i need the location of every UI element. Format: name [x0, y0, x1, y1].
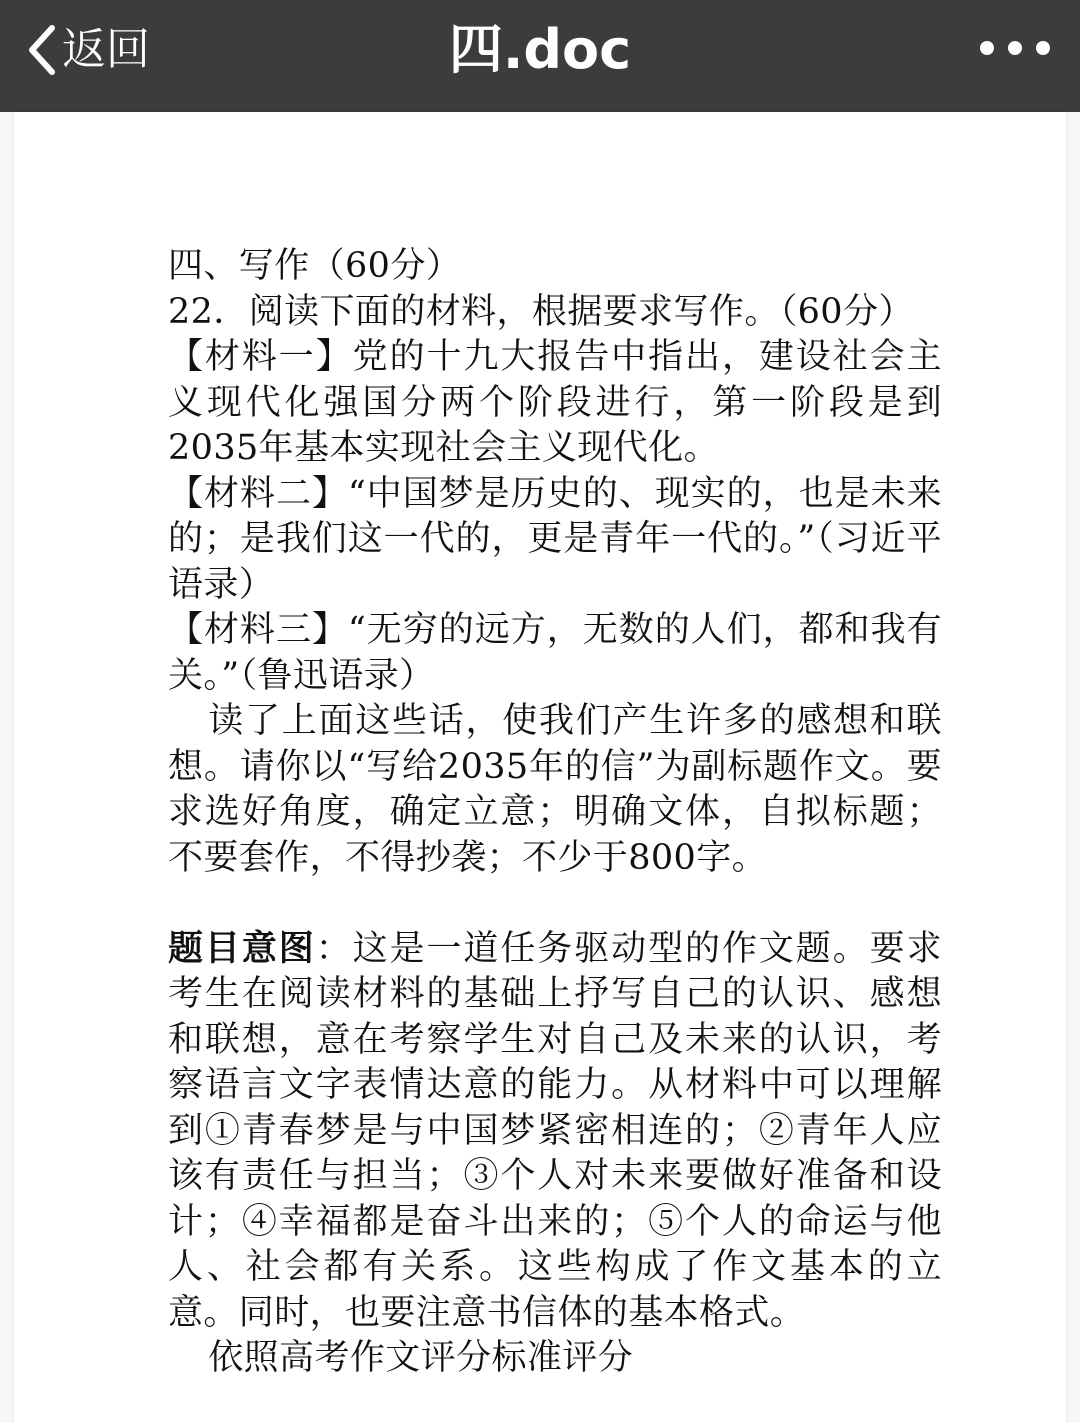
document-content [168, 244, 942, 1382]
more-dot [1008, 41, 1022, 55]
intent-paragraph [168, 927, 942, 1337]
more-dot [1036, 41, 1050, 55]
partial-line: 依照高考作文评分标准评分 [208, 1338, 634, 1378]
writing-requirement: 读了上面这些话，使我们产生许多的感想和联想。请你以“写给2035年的信”为副标题作文。要求选好角度，确定立意；明确文体，自拟标题；不要套作，不得抄袭；不少于800字。 [168, 701, 942, 878]
document-viewer[interactable] [0, 112, 1080, 1423]
more-dot [980, 41, 994, 55]
intent-text: ：这是一道任务驱动型的作文题。要求考生在阅读材料的基础上抒写自己的认识、感想和联想，意在考察学生对自己及未来的认识，考察语言文字表情达意的能力。从材料中可以理解到①青春梦是与中国梦紧密相连的；②青年人应该有责任与担当；③个人对未来要做好准备和设计；④幸福都是奋斗出来的；⑤个人的命运与他人、社会都有关系。这些构成了作文基本的立意。同时，也要注意书信体的基本格式。 [168, 928, 942, 1333]
paragraph-spacer [168, 881, 942, 927]
more-icon[interactable] [980, 34, 1050, 62]
navigation-bar [0, 0, 1080, 112]
document-title: 四.doc [448, 18, 632, 81]
intent-label: 题目意图 [168, 928, 316, 969]
section-title: 四、写作（60分） [168, 246, 462, 286]
material-three: 【材料三】“无穷的远方，无数的人们，都和我有关。”（鲁迅语录） [168, 610, 942, 696]
question-prompt: 22．阅读下面的材料，根据要求写作。（60分） [168, 291, 914, 332]
document-page [14, 112, 1066, 1423]
material-two: 【材料二】“中国梦是历史的、现实的，也是未来的；是我们这一代的，更是青年一代的。”（习近平语录） [168, 473, 942, 605]
material-one: 【材料一】党的十九大报告中指出，建设社会主义现代化强国分两个阶段进行，第一阶段是到2035年基本实现社会主义现代化。 [168, 337, 942, 468]
back-label: 返回 [62, 24, 150, 75]
